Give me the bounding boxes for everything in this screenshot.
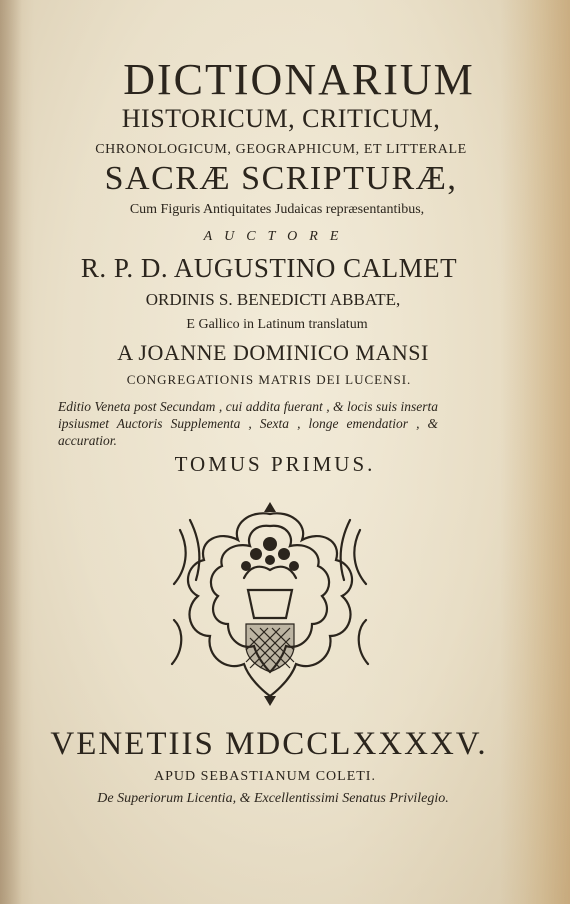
printer-line: APUD SEBASTIANUM COLETI. — [154, 769, 376, 784]
author-name: R. P. D. AUGUSTINO CALMET — [80, 253, 458, 283]
subtitle-line-2: CHRONOLOGICUM, GEOGRAPHICUM, ET LITTERALE — [95, 142, 467, 157]
subtitle-line-1: HISTORICUM, CRITICUM, — [121, 104, 441, 133]
imprint-place-year: VENETIIS MDCCLXXXXV. — [50, 726, 488, 762]
translator-name: A JOANNE DOMINICO MANSI — [117, 340, 429, 365]
volume-label: TOMUS PRIMUS. — [174, 452, 376, 476]
book-title: DICTIONARIUM — [123, 55, 475, 104]
subtitle-line-3: SACRÆ SCRIPTURÆ, — [104, 160, 458, 197]
translation-line: E Gallico in Latinum translatum — [186, 317, 368, 332]
author-order: ORDINIS S. BENEDICTI ABBATE, — [145, 290, 401, 309]
auctore-label: AUCTORE — [203, 229, 351, 244]
printers-device-cartouche-icon — [160, 500, 380, 710]
translator-order: CONGREGATIONIS MATRIS DEI LUCENSI. — [126, 372, 412, 387]
license-line: De Superiorum Licentia, & Excellentissimi Senatus Privilegio. — [97, 791, 449, 806]
figures-line: Cum Figuris Antiquitates Judaicas repræsentantibus, — [129, 202, 425, 217]
edition-note: Editio Veneta post Secundam , cui addita fuerant , & locis suis inserta ipsiusmet Auctoris Supplementa , Sexta , longe emendatior , & accuratior. — [58, 399, 438, 448]
